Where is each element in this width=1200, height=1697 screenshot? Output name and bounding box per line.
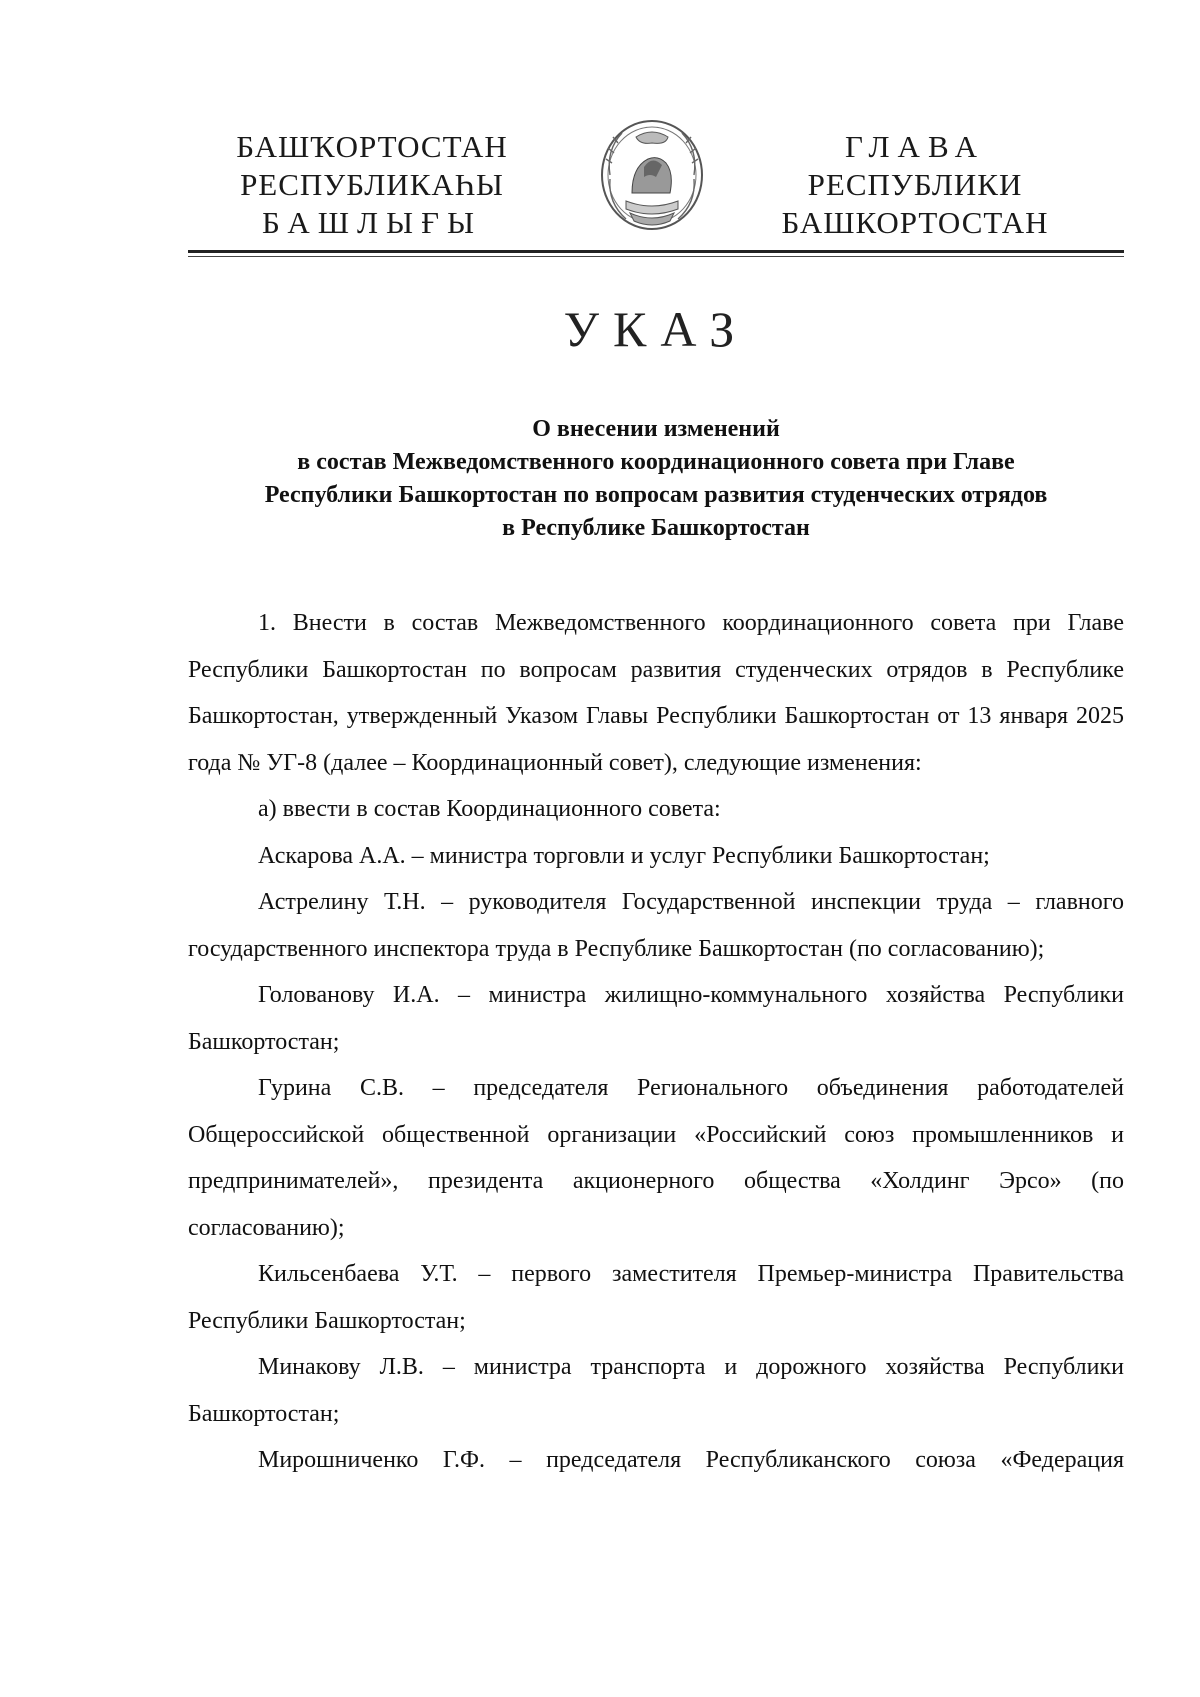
coat-of-arms-icon [596, 115, 708, 235]
decree-title [188, 413, 1124, 545]
header-divider-thin [188, 256, 1124, 257]
header-right-line: РЕСПУБЛИКИ [807, 167, 1023, 202]
header-divider [188, 250, 1124, 253]
document-type-heading: УКАЗ [563, 301, 749, 357]
header-left-line: БАШЛЫҒЫ [261, 205, 483, 240]
header-right-russian [770, 128, 1060, 242]
body-paragraph: 1. Внести в состав Межведомственного координационного совета при Главе Республики Башкортостан по вопросам развития студенческих отрядов в Республике Башкортостан, утвержденный Указом Главы Республики Башкортостан от 13 января 2025 года № УГ-8 (далее – Координационный совет), следующие изменения: [188, 610, 1124, 776]
title-line: Республики Башкортостан по вопросам развития студенческих отрядов [264, 482, 1048, 508]
title-line: в состав Межведомственного координационного совета при Главе [297, 449, 1015, 475]
header-left-line: РЕСПУБЛИКАҺЫ [240, 167, 504, 202]
body-paragraph: Гурина С.В. – председателя Регионального объединения работодателей Общероссийской общественной организации «Российский союз промышленников и предпринимателей», президента акционерного общества «Холдинг Эрсо» (по согласованию); [188, 1075, 1124, 1241]
title-line: О внесении изменений [532, 416, 780, 442]
body-paragraph: Астрелину Т.Н. – руководителя Государственной инспекции труда – главного государственного инспектора труда в Республике Башкортостан (по согласованию); [188, 889, 1124, 962]
body-paragraph: а) ввести в состав Координационного совета: [258, 796, 721, 822]
decree-body [188, 600, 1124, 1484]
body-paragraph: Мирошниченко Г.Ф. – председателя Республиканского союза «Федерация [258, 1447, 1124, 1473]
body-paragraph: Аскарова А.А. – министра торговли и услуг Республики Башкортостан; [258, 842, 990, 869]
body-paragraph: Кильсенбаева У.Т. – первого заместителя Премьер-министра Правительства Республики Башкортостан; [188, 1261, 1124, 1334]
header-right-line: ГЛАВА [844, 129, 986, 164]
title-line: в Республике Башкортостан [502, 515, 810, 541]
body-paragraph: Голованову И.А. – министра жилищно-коммунального хозяйства Республики Башкортостан; [188, 982, 1124, 1055]
header-left-line: БАШҠОРТОСТАН [236, 129, 508, 164]
body-paragraph: Минакову Л.В. – министра транспорта и дорожного хозяйства Республики Башкортостан; [188, 1354, 1124, 1427]
header-right-line: БАШКОРТОСТАН [781, 205, 1049, 240]
header-left-bashkir [222, 128, 522, 242]
